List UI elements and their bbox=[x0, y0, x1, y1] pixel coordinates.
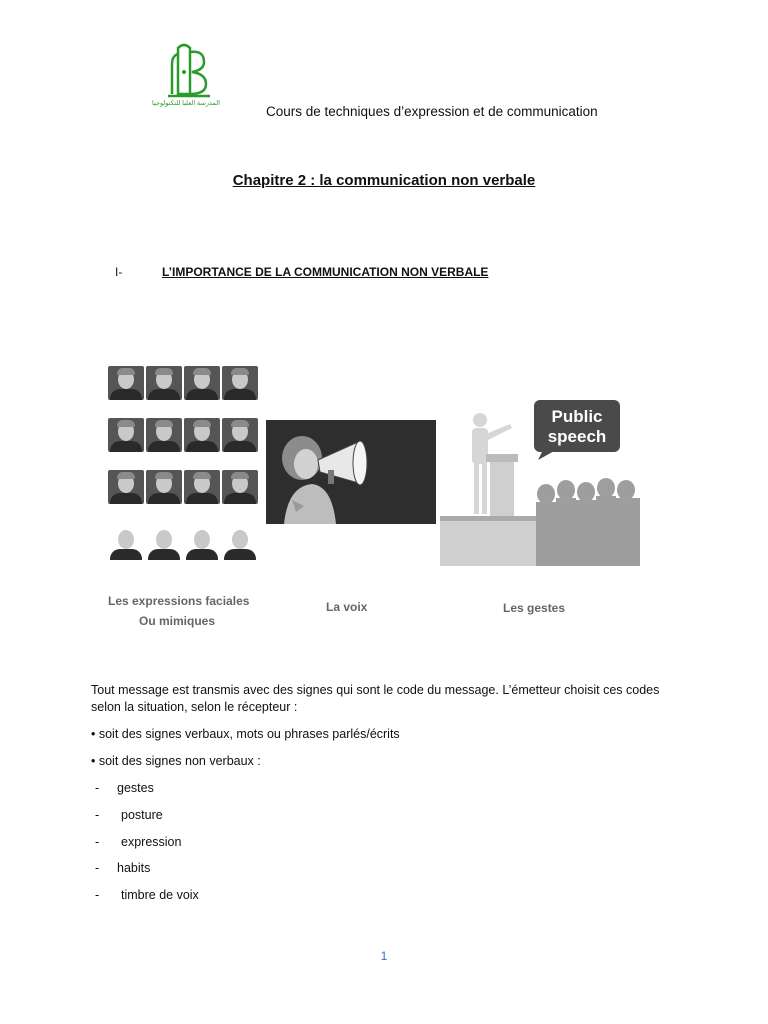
bullet-nonverbal-signs: • soit des signes non verbaux : bbox=[91, 754, 261, 768]
facial-expressions-image bbox=[108, 366, 260, 578]
section-title: L’IMPORTANCE DE LA COMMUNICATION NON VERBALE bbox=[162, 265, 489, 279]
list-item: expression bbox=[121, 835, 182, 849]
list-dash: - bbox=[95, 888, 100, 902]
list-dash: - bbox=[95, 781, 100, 795]
face-thumbnail bbox=[222, 366, 258, 400]
list-item: posture bbox=[121, 808, 163, 822]
list-dash: - bbox=[95, 861, 100, 875]
label-gestures: Les gestes bbox=[503, 601, 566, 615]
logo-text: المدرسة العليا للتكنولوجيا bbox=[152, 100, 220, 107]
speech-bubble-line2: speech bbox=[547, 427, 607, 446]
voice-image bbox=[266, 420, 436, 524]
face-thumbnail bbox=[146, 366, 182, 400]
speech-bubble-line1: Public bbox=[551, 407, 603, 426]
face-thumbnail bbox=[184, 366, 220, 400]
face-thumbnail bbox=[108, 418, 144, 452]
label-mimics: Ou mimiques bbox=[139, 614, 216, 628]
list-dash: - bbox=[95, 835, 100, 849]
face-thumbnail bbox=[184, 470, 220, 504]
paragraph-line: selon la situation, selon le récepteur : bbox=[91, 700, 298, 714]
face-thumbnail bbox=[108, 366, 144, 400]
face-thumbnail bbox=[184, 418, 220, 452]
chapter-title: Chapitre 2 : la communication non verbale bbox=[232, 172, 536, 189]
list-item: gestes bbox=[117, 781, 154, 795]
bullet-verbal-signs: • soit des signes verbaux, mots ou phrases parlés/écrits bbox=[91, 727, 400, 741]
course-title: Cours de techniques d’expression et de communication bbox=[266, 104, 598, 119]
face-thumbnail bbox=[146, 418, 182, 452]
section-number: I- bbox=[115, 265, 123, 279]
list-dash: - bbox=[95, 808, 100, 822]
list-item: timbre de voix bbox=[121, 888, 199, 902]
face-thumbnail bbox=[222, 470, 258, 504]
face-thumbnail bbox=[108, 526, 144, 560]
label-facial-expressions: Les expressions faciales bbox=[108, 594, 250, 608]
list-item: habits bbox=[117, 861, 151, 875]
face-thumbnail bbox=[222, 526, 258, 560]
page-number: 1 bbox=[380, 949, 388, 963]
label-voice: La voix bbox=[326, 600, 368, 614]
public-speech-image bbox=[440, 398, 640, 566]
face-thumbnail bbox=[146, 526, 182, 560]
face-thumbnail bbox=[146, 470, 182, 504]
paragraph-line: Tout message est transmis avec des signes qui sont le code du message. L’émetteur choisit ces codes bbox=[91, 683, 660, 697]
face-thumbnail bbox=[108, 470, 144, 504]
face-thumbnail bbox=[184, 526, 220, 560]
face-thumbnail bbox=[222, 418, 258, 452]
